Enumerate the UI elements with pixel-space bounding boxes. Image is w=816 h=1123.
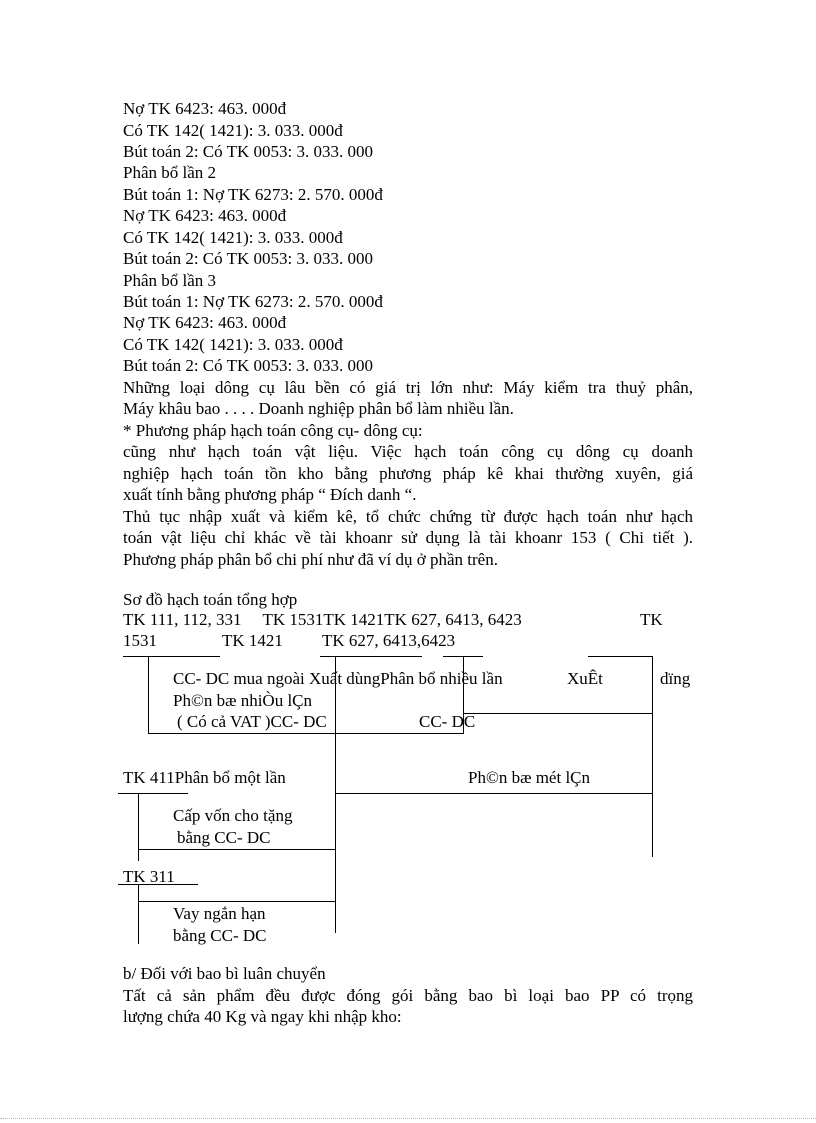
section-heading: * Phương pháp hạch toán công cụ- dông cụ:: [123, 421, 423, 440]
diagram-title: Sơ đồ hạch toán tổng hợp: [123, 590, 298, 609]
paragraph-line: Tất cả sản phẩm đều được đóng gói bằng bao bì loại bao PP có trọng: [123, 986, 693, 1005]
flow-arrow: [138, 901, 336, 902]
paragraph-line: nghiệp hạch toán tồn kho bằng phương pháp kê khai thường xuyên, giá: [123, 464, 693, 483]
flow-label: bằng CC- DC: [173, 926, 267, 945]
flow-label: ( Có cả VAT )CC- DC: [177, 712, 327, 731]
section-heading: b/ Đối với bao bì luân chuyển: [123, 964, 326, 983]
account-rule: [588, 656, 653, 657]
paragraph-line: xuất tính bằng phương pháp “ Đích danh “.: [123, 485, 417, 504]
paragraph-line: toán vật liệu chỉ khác về tài khoanr sử dụng là tài khoanr 153 ( Chi tiết ).: [123, 528, 693, 547]
paragraph-line: lượng chứa 40 Kg và ngay khi nhập kho:: [123, 1007, 402, 1026]
flow-label: Vay ngắn hạn: [173, 904, 266, 923]
account-rule: [123, 656, 220, 657]
flow-arrow: [138, 849, 336, 850]
entry-line: Bút toán 2: Có TK 0053: 3. 033. 000: [123, 356, 373, 375]
entry-line: Có TK 142( 1421): 3. 033. 000đ: [123, 335, 343, 354]
flow-label: CC- DC: [419, 712, 476, 731]
paragraph-line: Những loại dông cụ lâu bền có giá trị lớn như: Máy kiểm tra thuỷ phân,: [123, 378, 693, 397]
flow-label: dïng: [660, 669, 691, 688]
account-label: 1531: [123, 631, 157, 650]
account-line: [138, 793, 139, 861]
account-line: [652, 656, 653, 857]
account-label: TK 411Phân bổ một lần: [123, 768, 286, 787]
flow-label: XuÊt: [567, 669, 603, 688]
account-label: TK 1421: [222, 631, 283, 650]
entry-line: Bút toán 2: Có TK 0053: 3. 033. 000: [123, 249, 373, 268]
flow-label: Ph©n bæ nhiÒu lÇn: [173, 691, 313, 710]
account-label: TK 627, 6413,6423: [322, 631, 456, 650]
entry-line: Bút toán 2: Có TK 0053: 3. 033. 000: [123, 142, 373, 161]
entry-line: Nợ TK 6423: 463. 000đ: [123, 313, 287, 332]
flow-arrow: [148, 733, 464, 734]
account-rule: [118, 793, 188, 794]
account-label: TK 311: [123, 867, 175, 886]
account-line: [335, 656, 336, 933]
diagram-header: TK: [640, 610, 663, 629]
account-line: [148, 656, 149, 733]
entry-line: Nợ TK 6423: 463. 000đ: [123, 99, 287, 118]
entry-line: Phân bổ lần 3: [123, 271, 217, 290]
page-bottom-rule: [0, 1118, 816, 1119]
paragraph-line: Phương pháp phân bổ chi phí như đã ví dụ ở phần trên.: [123, 550, 498, 569]
paragraph-line: Máy khâu bao . . . . Doanh nghiệp phân bổ làm nhiều lần.: [123, 399, 514, 418]
entry-line: Có TK 142( 1421): 3. 033. 000đ: [123, 121, 343, 140]
account-rule: [118, 884, 198, 885]
entry-line: Bút toán 1: Nợ TK 6273: 2. 570. 000đ: [123, 185, 383, 204]
flow-label: CC- DC mua ngoài Xuất dùngPhân bổ nhiều lần: [173, 669, 503, 688]
paragraph-line: cũng như hạch toán vật liệu. Việc hạch toán công cụ dông cụ doanh: [123, 442, 693, 461]
flow-label: Ph©n bæ mét lÇn: [468, 768, 591, 787]
entry-line: Nợ TK 6423: 463. 000đ: [123, 206, 287, 225]
diagram-header: TK 111, 112, 331 TK 1531TK 1421TK 627, 6413, 6423: [123, 610, 522, 629]
flow-arrow: [463, 713, 653, 714]
entry-line: Phân bổ lần 2: [123, 163, 217, 182]
paragraph-line: Thủ tục nhập xuất và kiểm kê, tổ chức chứng từ được hạch toán như hạch: [123, 507, 693, 526]
flow-label: Cấp vốn cho tặng: [173, 806, 293, 825]
entry-line: Bút toán 1: Nợ TK 6273: 2. 570. 000đ: [123, 292, 383, 311]
flow-label: bằng CC- DC: [177, 828, 271, 847]
flow-arrow: [335, 793, 653, 794]
entry-line: Có TK 142( 1421): 3. 033. 000đ: [123, 228, 343, 247]
account-line: [138, 884, 139, 944]
